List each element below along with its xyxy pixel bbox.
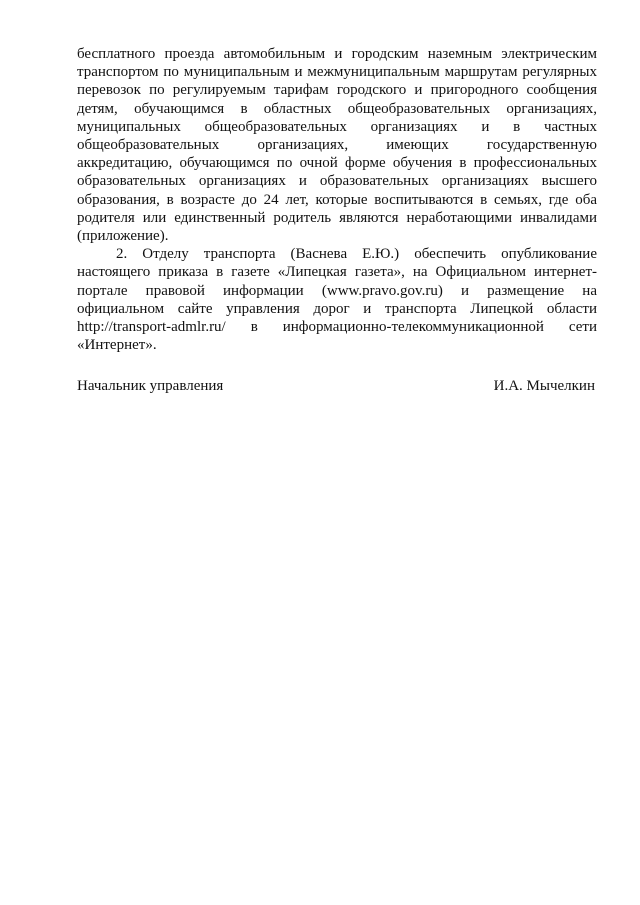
signature-block [77,377,595,395]
signatory-name: И.А. Мычелкин [493,378,595,394]
paragraph-1 [77,45,597,245]
text-line: официальном сайте управления дорог и транспорта Липецкой области [77,300,597,317]
text-line: настоящего приказа в газете «Липецкая газета», на Официальном интернет- [77,264,597,281]
text-line: бесплатного проезда автомобильным и городским наземным электрическим [77,46,597,62]
text-line: родителя или единственный родитель являются неработающими инвалидами [77,209,597,226]
paragraph-2 [77,245,597,354]
text-line: детям, обучающимся в областных общеобразовательных организациях, [77,100,597,117]
text-line: http://transport-admlr.ru/ в информационно-телекоммуникационной сети [77,319,597,336]
text-line: общеобразовательных организациях, имеющих государственную [77,137,597,154]
text-line: «Интернет». [77,337,157,354]
text-line: образования, в возрасте до 24 лет, которые воспитываются в семьях, где оба [77,191,597,208]
signatory-position: Начальник управления [77,378,224,394]
document-body [77,45,597,354]
text-line: аккредитацию, обучающимся по очной форме обучения в профессиональных [77,155,597,172]
text-line: перевозок по регулируемым тарифам городского и пригородного сообщения [77,82,597,99]
text-line: образовательных организациях и образовательных организациях высшего [77,173,597,190]
text-line: портале правовой информации (www.pravo.gov.ru) и размещение на [77,282,597,299]
text-line: муниципальных общеобразовательных организациях и в частных [77,118,597,135]
text-line: 2. Отделу транспорта (Васнева Е.Ю.) обеспечить опубликование [116,246,597,263]
text-line: транспортом по муниципальным и межмуниципальным маршрутам регулярных [77,64,597,81]
text-line: (приложение). [77,228,169,245]
